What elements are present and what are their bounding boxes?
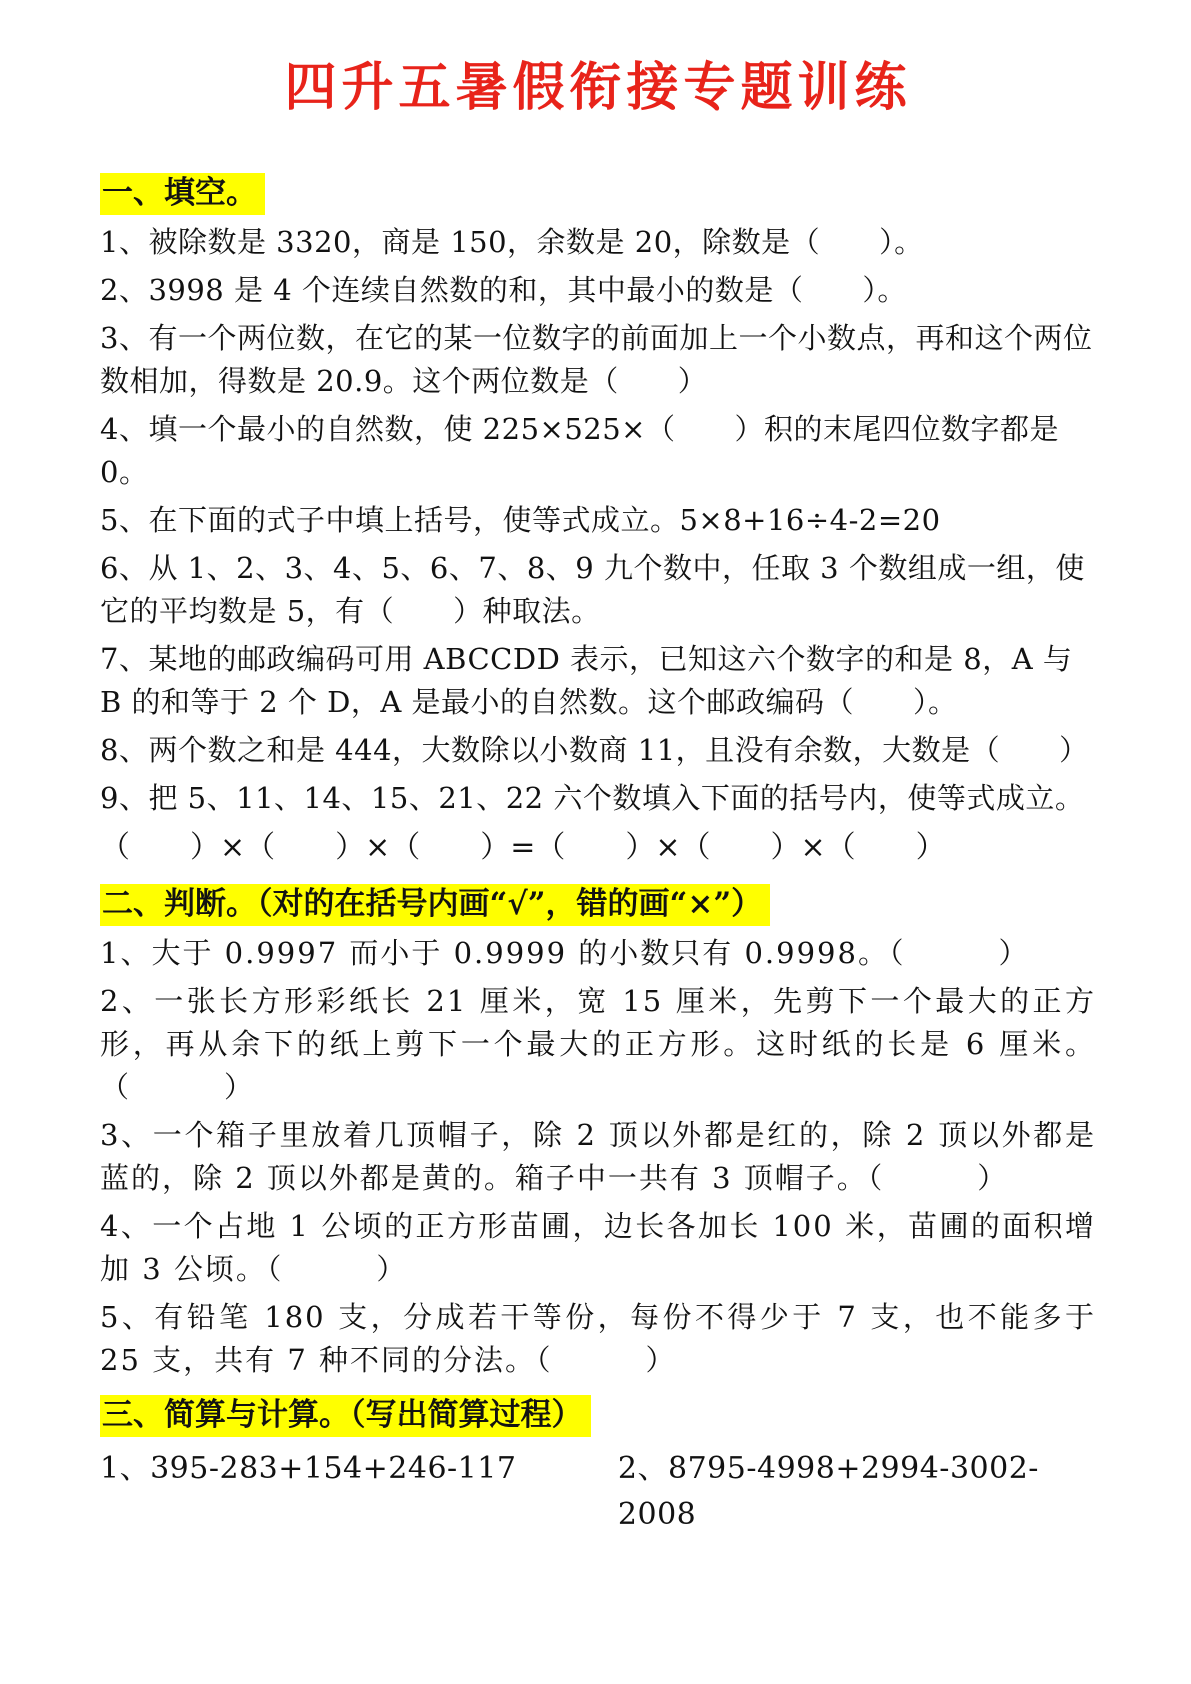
calc-problem-2: 2、8795-4998+2994-3002-2008 (617, 1450, 1039, 1532)
brackets-equation-line: （ ）×（ ）×（ ）=（ ）×（ ）×（ ） (100, 829, 946, 865)
problem-line: 6、从 1、2、3、4、5、6、7、8、9 九个数中，任取 3 个数组成一组，使它的平均数是 5，有（ ）种取法。 (100, 550, 1085, 628)
problem-line: 2、一张长方形彩纸长 21 厘米，宽 15 厘米，先剪下一个最大的正方形，再从余下的纸上剪下一个最大的正方形。这时纸的长是 6 厘米。（ ） (100, 983, 1096, 1104)
problem-line: 1、大于 0.9997 而小于 0.9999 的小数只有 0.9998。（ ） (100, 935, 1030, 970)
problem-line: 4、填一个最小的自然数，使 225×525×（ ）积的末尾四位数字都是 0。 (100, 411, 1059, 489)
section-calculation (100, 1392, 1096, 1538)
problem-line: 9、把 5、11、14、15、21、22 六个数填入下面的括号内，使等式成立。 (100, 780, 1085, 815)
document-content (100, 58, 1096, 1538)
problem-line: 7、某地的邮政编码可用 ABCCDD 表示，已知这六个数字的和是 8，A 与 B 的和等于 2 个 D，A 是最小的自然数。这个邮政编码（ ）。 (100, 641, 1073, 719)
problem-line: 1、被除数是 3320，商是 150，余数是 20，除数是（ ）。 (100, 224, 924, 259)
problem-line: 5、有铅笔 180 支，分成若干等份，每份不得少于 7 支，也不能多于 25 支，共有 7 种不同的分法。（ ） (100, 1299, 1096, 1377)
section-true-false (100, 881, 1096, 1382)
calc-problem-1: 1、395-283+154+246-117 (100, 1450, 517, 1486)
section-2-heading (100, 881, 1096, 927)
section-fill-in-blanks (100, 170, 1096, 871)
section-1-heading-highlight: 一、填空。 (100, 173, 265, 215)
problem-line: 2、3998 是 4 个连续自然数的和，其中最小的数是（ ）。 (100, 272, 907, 307)
problem-line: 3、有一个两位数，在它的某一位数字的前面加上一个小数点，再和这个两位数相加，得数是 20.9。这个两位数是（ ） (100, 320, 1093, 398)
section-2-heading-highlight: 二、判断。（对的在括号内画“√”，错的画“×”） (100, 884, 770, 926)
calculation-problems-row (100, 1446, 1096, 1538)
section-3-heading (100, 1392, 1096, 1438)
problem-line: 8、两个数之和是 444，大数除以小数商 11，且没有余数，大数是（ ） (100, 732, 1089, 767)
section-3-heading-highlight: 三、简算与计算。（写出简算过程） (100, 1395, 591, 1437)
problem-line: 4、一个占地 1 公顷的正方形苗圃，边长各加长 100 米，苗圃的面积增加 3 公顷。（ ） (100, 1208, 1096, 1286)
problem-line: 3、一个箱子里放着几顶帽子，除 2 顶以外都是红的，除 2 顶以外都是蓝的，除 2 顶以外都是黄的。箱子中一共有 3 顶帽子。（ ） (100, 1117, 1096, 1195)
page-title: 四升五暑假衔接专题训练 (284, 57, 912, 118)
section-1-heading (100, 170, 1096, 216)
problem-line: 5、在下面的式子中填上括号，使等式成立。5×8+16÷4-2=20 (100, 502, 941, 537)
